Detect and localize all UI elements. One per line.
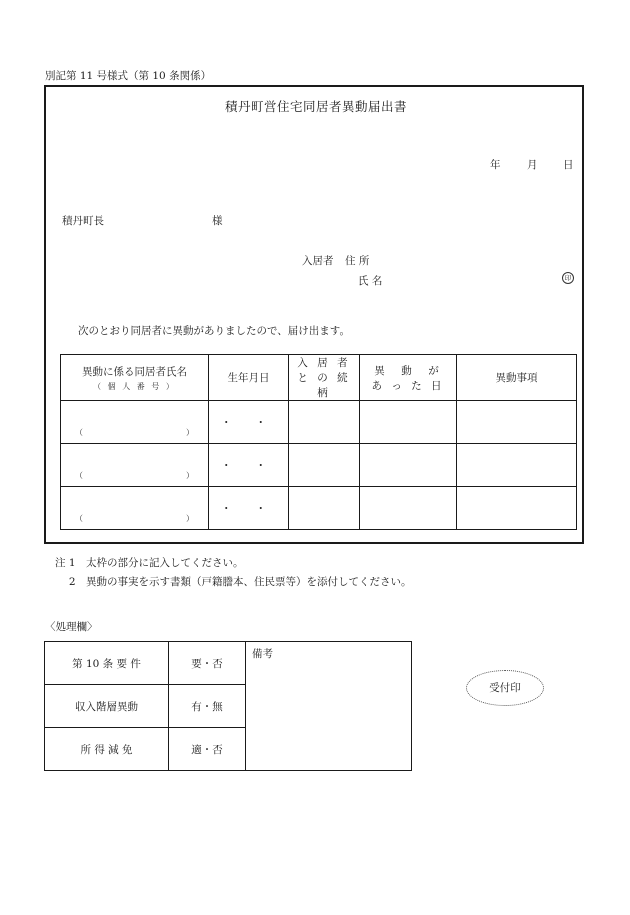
form-number-label: 別記第 11 号様式（第 10 条関係）	[45, 70, 212, 82]
member-name-cell[interactable]: （ ）	[61, 487, 209, 530]
table-header-row	[61, 355, 577, 401]
note-1: 注 1 太枠の部分に記入してください。	[55, 557, 244, 569]
remarks-cell[interactable]: 備考	[246, 642, 412, 771]
change-matter-cell[interactable]	[457, 444, 577, 487]
resident-address-field[interactable]: 住 所	[345, 255, 370, 267]
processing-value[interactable]: 適・否	[169, 728, 246, 771]
resident-label: 入居者	[302, 255, 334, 267]
header-change-matter: 異動事項	[457, 355, 577, 401]
change-matter-cell[interactable]	[457, 487, 577, 530]
table-row	[61, 401, 577, 444]
household-change-table	[60, 354, 577, 530]
member-name-cell[interactable]: （ ）	[61, 401, 209, 444]
processing-item: 第 10 条 要 件	[45, 642, 169, 685]
processing-item: 収入階層異動	[45, 685, 169, 728]
form-title: 積丹町営住宅同居者異動届出書	[224, 99, 407, 114]
header-member-name: 異動に係る同居者氏名 （ 個 人 番 号 ）	[61, 355, 209, 401]
change-matter-cell[interactable]	[457, 401, 577, 444]
relation-cell[interactable]	[289, 444, 360, 487]
form-main-frame	[44, 85, 584, 544]
processing-value[interactable]: 要・否	[169, 642, 246, 685]
header-relation: 入 居 者 と の 続 柄	[289, 355, 360, 401]
processing-value[interactable]: 有・無	[169, 685, 246, 728]
header-change-date: 異 動 が あ っ た 日	[360, 355, 457, 401]
relation-cell[interactable]	[289, 401, 360, 444]
addressee-honorific: 様	[212, 215, 223, 227]
change-date-cell[interactable]	[360, 487, 457, 530]
header-dob: 生年月日	[209, 355, 289, 401]
member-name-cell[interactable]: （ ）	[61, 444, 209, 487]
date-year-field[interactable]: 年	[490, 159, 501, 171]
table-row	[61, 444, 577, 487]
processing-item: 所 得 減 免	[45, 728, 169, 771]
table-row	[61, 487, 577, 530]
note-2: 2 異動の事実を示す書類（戸籍謄本、住民票等）を添付してください。	[55, 576, 412, 588]
change-date-cell[interactable]	[360, 401, 457, 444]
reception-stamp-area: 受付印	[466, 670, 544, 706]
processing-section-label: 〈処理欄〉	[45, 621, 98, 633]
dob-cell[interactable]: ・ ・	[209, 401, 289, 444]
relation-cell[interactable]	[289, 487, 360, 530]
resident-name-field[interactable]: 氏 名	[358, 275, 383, 287]
processing-row	[45, 642, 412, 685]
seal-icon: 印	[562, 272, 574, 284]
processing-table	[44, 641, 412, 771]
dob-cell[interactable]: ・ ・	[209, 487, 289, 530]
change-date-cell[interactable]	[360, 444, 457, 487]
addressee-mayor: 積丹町長	[62, 215, 104, 227]
dob-cell[interactable]: ・ ・	[209, 444, 289, 487]
intro-text: 次のとおり同居者に異動がありましたので、届け出ます。	[78, 325, 350, 337]
date-day-field[interactable]: 日	[563, 159, 574, 171]
date-month-field[interactable]: 月	[527, 159, 538, 171]
